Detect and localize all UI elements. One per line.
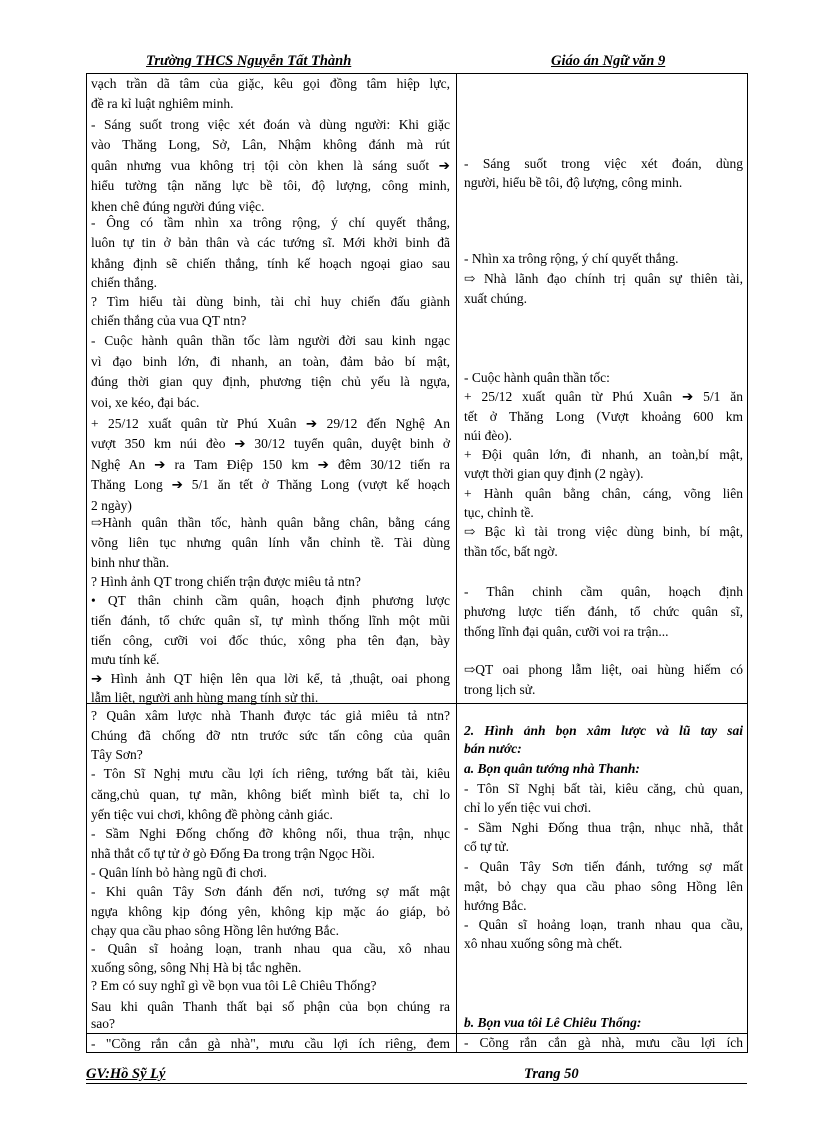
right-line: - Tôn Sĩ Nghị bất tài, kiêu căng, chủ quan,: [464, 781, 743, 796]
left-line: - "Cõng rắn cắn gà nhà", mưu cầu lợi ích riêng, đem: [91, 1036, 450, 1051]
document-title: Giáo án Ngữ văn 9: [551, 53, 666, 69]
right-line: - Sáng suốt trong việc xét đoán, dùng: [464, 156, 743, 171]
left-line: Nghệ An ➔ ra Tam Điệp 150 km ➔ đêm 30/12 tiến ra: [91, 457, 450, 472]
left-line: - Ông có tầm nhìn xa trông rộng, ý chí quyết thắng,: [91, 215, 450, 230]
right-line: phương lược tiến đánh, tổ chức quân sĩ,: [464, 604, 743, 619]
right-line: - Quân sĩ hoảng loạn, tranh nhau qua cầu,: [464, 917, 743, 932]
right-line: trong lịch sử.: [464, 682, 536, 697]
left-line: - Khi quân Tây Sơn đánh đến nơi, tướng sợ mất mật: [91, 884, 450, 899]
left-line: - Cuộc hành quân thần tốc làm người đời sau kinh ngạc: [91, 333, 450, 348]
left-line: • QT thân chinh cầm quân, hoạch định phương lược: [91, 593, 450, 608]
left-line: ? Tìm hiểu tài dùng binh, tài chỉ huy chiến đấu giành: [91, 294, 450, 309]
left-line: ? Em có suy nghĩ gì về bọn vua tôi Lê Chiêu Thống?: [91, 978, 377, 993]
left-line: võng liên tục nhưng quân lính vẫn chỉnh tề. Tài dùng: [91, 535, 450, 550]
subsection-heading: a. Bọn quân tướng nhà Thanh:: [464, 761, 640, 776]
left-line: đúng thời gian quy định, phương tiện chủ yếu là ngựa,: [91, 374, 450, 389]
right-line: chỉ lo yến tiệc vui chơi.: [464, 800, 592, 815]
left-line: 2 ngày): [91, 498, 132, 513]
left-line: khen chê đúng người đúng việc.: [91, 199, 265, 214]
right-line: mật, bỏ chạy qua cầu phao sông Hồng lên: [464, 879, 743, 894]
left-line: vượt 350 km núi đèo ➔ 30/12 tuyển quân, duyệt binh ở: [91, 436, 450, 451]
left-line: vạch trần dã tâm của giặc, kêu gọi đồng tâm hiệp lực,: [91, 76, 450, 91]
right-line: - Cõng rắn cắn gà nhà, mưu cầu lợi ích: [464, 1035, 743, 1050]
left-line: sao?: [91, 1016, 115, 1031]
teacher-name: GV:Hồ Sỹ Lý: [86, 1066, 166, 1082]
right-line: xô nhau xuống sông mà chết.: [464, 936, 623, 951]
left-line: lẫm liệt, người anh hùng mang tính sử thi.: [91, 690, 319, 705]
left-line: Tây Sơn?: [91, 747, 143, 762]
right-line: + 25/12 xuất quân từ Phú Xuân ➔ 5/1 ăn: [464, 389, 743, 404]
right-line: - Cuộc hành quân thần tốc:: [464, 370, 610, 385]
left-line: Sau khi quân Thanh thất bại số phận của bọn chúng ra: [91, 999, 450, 1014]
left-line: xuống sông, sông Nhị Hà bị tắc nghẽn.: [91, 960, 302, 975]
left-line: ⇨Hành quân thần tốc, hành quân bằng chân, bằng cáng: [91, 515, 450, 530]
left-line: yến tiệc vui chơi, không đề phòng cảnh giác.: [91, 807, 333, 822]
left-line: vì đạo binh lớn, đi nhanh, an toàn, đảm bảo bí mật,: [91, 354, 450, 369]
left-line: binh như thần.: [91, 555, 170, 570]
left-line: - Quân sĩ hoảng loạn, tranh nhau qua cầu, xô nhau: [91, 941, 450, 956]
right-line: hướng Bắc.: [464, 898, 527, 913]
left-line: chạy qua cầu phao sông Hồng lên hướng Bắc.: [91, 923, 340, 938]
right-line: núi đèo).: [464, 428, 512, 443]
left-line: chiến thắng của vua QT ntn?: [91, 313, 247, 328]
right-line: + Hành quân bằng chân, cáng, võng liên: [464, 486, 743, 501]
left-line: tiến công, cưỡi voi đốc thúc, xông pha tên đạn, bày: [91, 633, 450, 648]
section-heading: bán nước:: [464, 741, 522, 756]
footer-rule: [86, 1083, 747, 1084]
left-line: hiểu tường tận năng lực bề tôi, độ lượng, công minh,: [91, 178, 450, 193]
left-line: Chúng đã chống đỡ ntn trước sức tấn công của quân: [91, 728, 450, 743]
right-line: vượt thời gian quy định (2 ngày).: [464, 466, 644, 481]
left-line: ngựa không kịp đóng yên, không kịp mặc áo giáp, bỏ: [91, 904, 450, 919]
right-line: ⇨QT oai phong lẫm liệt, oai hùng hiếm có: [464, 662, 743, 677]
left-line: vào Thăng Long, Sở, Lân, Nhậm không đánh mà rút: [91, 137, 450, 152]
section-heading: 2. Hình ảnh bọn xâm lược và lũ tay sai: [464, 723, 743, 738]
right-line: người, hiểu bề tôi, độ lượng, công minh.: [464, 175, 683, 190]
left-line: + 25/12 xuất quân từ Phú Xuân ➔ 29/12 đến Nghệ An: [91, 416, 450, 431]
right-line: tục, chỉnh tề.: [464, 505, 534, 520]
left-line: quân nhưng vua không trị tội còn khen là sáng suốt ➔: [91, 158, 450, 173]
right-line: thống lĩnh đại quân, cưỡi voi ra trận...: [464, 624, 669, 639]
left-line: - Tôn Sĩ Nghị mưu cầu lợi ích riêng, tướng bất tài, kiêu: [91, 766, 450, 781]
right-line: - Quân Tây Sơn tiến đánh, tướng sợ mất: [464, 859, 743, 874]
left-line: - Sầm Nghi Đống chống đỡ không nổi, thua trận, nhục: [91, 826, 450, 841]
left-line: ? Hình ảnh QT trong chiến trận được miêu tả ntn?: [91, 574, 361, 589]
left-line: ➔ Hình ảnh QT hiện lên qua lời kể, tả ,thuật, oai phong: [91, 671, 450, 686]
left-line: - Sáng suốt trong việc xét đoán và dùng người: Khi giặc: [91, 117, 450, 132]
right-line: ⇨ Bậc kì tài trong việc dùng binh, bí mật,: [464, 524, 743, 539]
left-line: Thăng Long ➔ 5/1 ăn tết ở Thăng Long (vượt kế hoạch: [91, 477, 450, 492]
right-line: thần tốc, bất ngờ.: [464, 544, 558, 559]
subsection-heading: b. Bọn vua tôi Lê Chiêu Thống:: [464, 1015, 642, 1030]
column-divider: [456, 73, 457, 1052]
right-line: cổ tự tử.: [464, 839, 510, 854]
left-line: mưu tính kế.: [91, 652, 160, 667]
school-name: Trường THCS Nguyễn Tất Thành: [146, 53, 352, 69]
right-line: xuất chúng.: [464, 291, 527, 306]
left-line: nhã thắt cổ tự tử ở gò Đống Đa trong trận Ngọc Hồi.: [91, 846, 375, 861]
left-line: voi, xe kéo, đại bác.: [91, 395, 200, 410]
right-line: - Thân chinh cầm quân, hoạch định: [464, 584, 743, 599]
left-line: - Quân lính bỏ hàng ngũ đi chơi.: [91, 865, 267, 880]
left-line: ? Quân xâm lược nhà Thanh được tác giả miêu tả ntn?: [91, 708, 450, 723]
left-line: chiến thắng.: [91, 275, 157, 290]
right-line: ⇨ Nhà lãnh đạo chính trị quân sự thiên tài,: [464, 271, 743, 286]
left-line: tiến đánh, tổ chức quân sĩ, tự mình thống lĩnh một mũi: [91, 613, 450, 628]
left-line: khẳng định sẽ chiến thắng, tính kế hoạch ngoại giao sau: [91, 256, 450, 271]
left-line: đề ra kỉ luật nghiêm minh.: [91, 96, 234, 111]
left-line: căng,chủ quan, tự mãn, không biết mình biết ta, chỉ lo: [91, 787, 450, 802]
right-line: - Nhìn xa trông rộng, ý chí quyết thắng.: [464, 251, 679, 266]
left-line: luôn tự tin ở bản thân và các tướng sĩ. Mới khởi binh đã: [91, 235, 450, 250]
right-line: tết ở Thăng Long (Vượt khoảng 600 km: [464, 409, 743, 424]
right-line: + Đội quân lớn, đi nhanh, an toàn,bí mật,: [464, 447, 743, 462]
page-number: Trang 50: [524, 1066, 579, 1082]
right-line: - Sầm Nghi Đống thua trận, nhục nhã, thắt: [464, 820, 743, 835]
